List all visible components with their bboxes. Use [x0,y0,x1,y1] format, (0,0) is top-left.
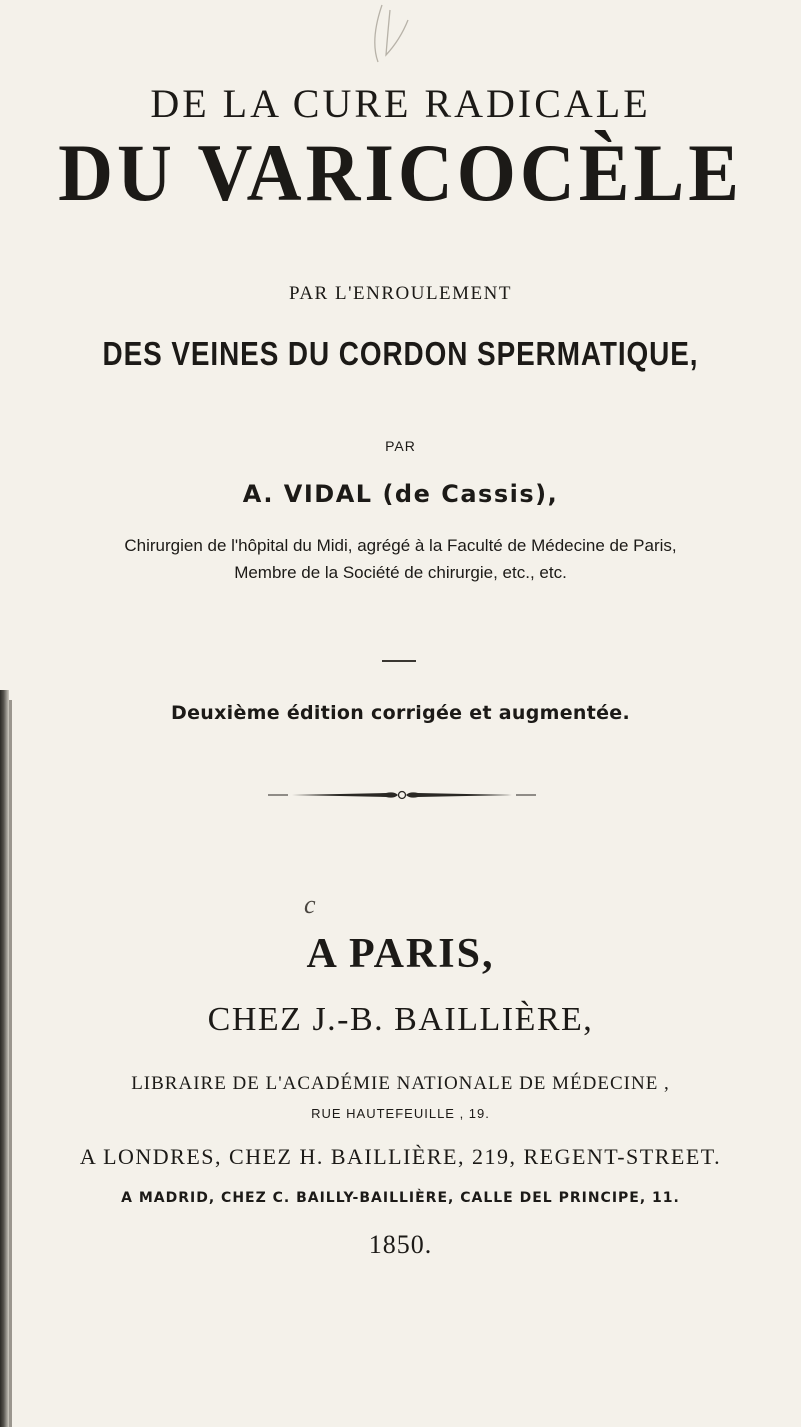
author-credentials-1: Chirurgien de l'hôpital du Midi, agrégé à la Faculté de Médecine de Paris, [124,536,677,555]
title-line-1: DE LA CURE RADICALE [150,81,651,126]
imprint-city: A PARIS, [306,931,495,977]
author-name: A. VIDAL (de Cassis), [242,480,559,508]
page-edge [9,700,12,1427]
publisher-street: RUE HAUTEFEUILLE , 19. [311,1106,490,1121]
divider-rule [382,660,416,662]
publication-year: 1850. [368,1230,433,1259]
title-line-3: PAR L'ENROULEMENT [289,283,512,304]
book-spine-shadow [0,690,9,1427]
pencil-scribble-mark [360,0,440,70]
handwritten-mark: c [304,890,316,919]
publisher-title: LIBRAIRE DE L'ACADÉMIE NATIONALE DE MÉDECINE , [131,1073,670,1094]
imprint-madrid: A MADRID, CHEZ C. BAILLY-BAILLIÈRE, CALLE DEL PRINCIPE, 11. [121,1190,680,1206]
byline-par: PAR [385,438,416,454]
title-main: DU VARICOCÈLE [58,127,743,219]
author-credentials-2: Membre de la Société de chirurgie, etc., etc. [234,563,567,582]
edition-statement: Deuxième édition corrigée et augmentée. [171,702,630,724]
ornament-divider [268,787,536,803]
title-line-4: DES VEINES DU CORDON SPERMATIQUE, [102,335,699,373]
imprint-publisher: CHEZ J.-B. BAILLIÈRE, [207,1001,594,1038]
imprint-london: A LONDRES, CHEZ H. BAILLIÈRE, 219, REGENT-STREET. [79,1144,722,1169]
